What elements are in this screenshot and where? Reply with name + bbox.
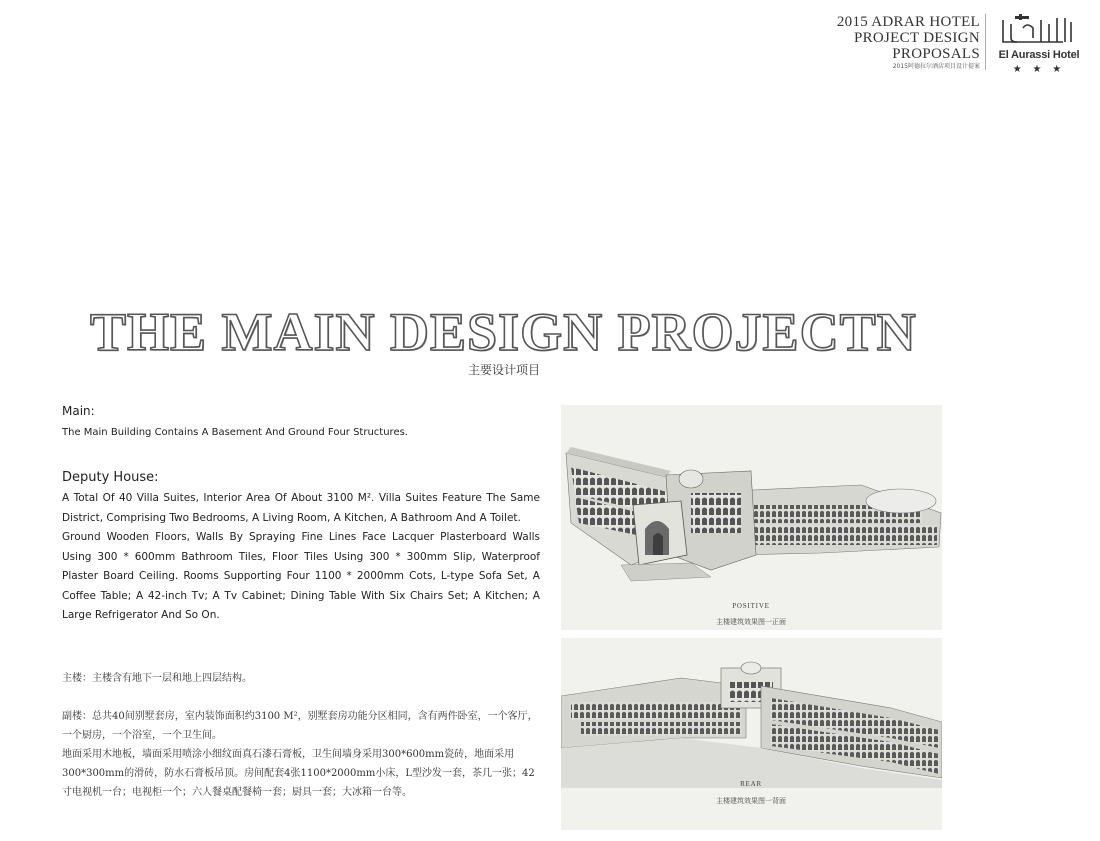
header — [812, 14, 1092, 84]
front-caption-cn: 主楼建筑效果图一正面 — [716, 618, 786, 626]
logo-stars: ★ ★ ★ — [1012, 64, 1066, 75]
header-line-2: PROJECT DESIGN — [853, 30, 980, 46]
hotel-logo — [993, 14, 1085, 84]
logo-name: El Aurassi Hotel — [998, 49, 1080, 61]
deputy-heading: Deputy House: — [62, 470, 159, 485]
rendering-front-panel — [561, 405, 942, 630]
deputy-paragraph-2-cn: 地面采用木地板，墙面采用喷涂小细纹面真石漆石膏板，卫生间墙身采用300*600mm瓷砖，地面采用300*300mm的滑砖，防水石膏板吊顶。房间配套4张1100*2000mm小床，L型沙发一套，茶几一张；42寸电视机一台；电视柜一个；六人餐桌配餐椅一套；厨具一套；大冰箱一台等。 — [62, 749, 535, 798]
deputy-paragraph-1: A Total Of 40 Villa Suites, Interior Area Of About 3100 M². Villa Suites Feature The Same District, Comprising Two Bedrooms, A Living Room, A Kitchen, A Bathroom And A Toilet. — [62, 492, 540, 524]
page-title-cn: 主要设计项目 — [467, 363, 540, 377]
header-line-1: 2015 ADRAR HOTEL — [836, 14, 980, 30]
main-text-cn: 主楼：主楼含有地下一层和地上四层结构。 — [62, 673, 252, 684]
header-line-3: PROPOSALS — [892, 46, 980, 62]
rear-caption-cn: 主楼建筑效果图一背面 — [716, 797, 786, 805]
deputy-paragraph-1-cn: 副楼：总共40间别墅套房，室内装饰面积约3100 M²，别墅套房功能分区相同，含有两件卧室，一个客厅，一个厨房，一个浴室，一个卫生间。 — [62, 711, 538, 741]
main-text: The Main Building Contains A Basement And Ground Four Structures. — [62, 427, 408, 438]
header-divider — [985, 14, 986, 70]
building-front-rendering-image — [561, 405, 942, 630]
building-rear-rendering-image — [561, 638, 942, 830]
page-title: THE MAIN DESIGN PROJECTN — [90, 302, 917, 362]
header-subtitle: 2015阿德拉尔酒店项目设计提案 — [892, 63, 980, 70]
main-heading: Main: — [62, 404, 95, 418]
logo-emblem-icon — [993, 14, 1085, 48]
deputy-paragraph-2: Ground Wooden Floors, Walls By Spraying Fine Lines Face Lacquer Plasterboard Walls Using 300 * 600mm Bathroom Tiles, Floor Tiles Using 300 * 300mm Slip, Waterproof Plaster Board Ceiling. Rooms Supporting Four 1100 * 2000mm Cots, L-type Sofa Set, A Coffee Table; A 42-inch Tv; A Tv Cabinet; Dining Table With Six Chairs Set; A Kitchen; A Large Refrigerator And So On. — [62, 531, 540, 621]
deputy-text-cn — [62, 707, 540, 802]
rendering-rear-panel — [561, 638, 942, 830]
rear-caption-en: REAR — [740, 780, 762, 788]
header-title-block — [812, 14, 980, 72]
front-caption-en: POSITIVE — [732, 602, 770, 610]
deputy-text — [62, 489, 540, 626]
